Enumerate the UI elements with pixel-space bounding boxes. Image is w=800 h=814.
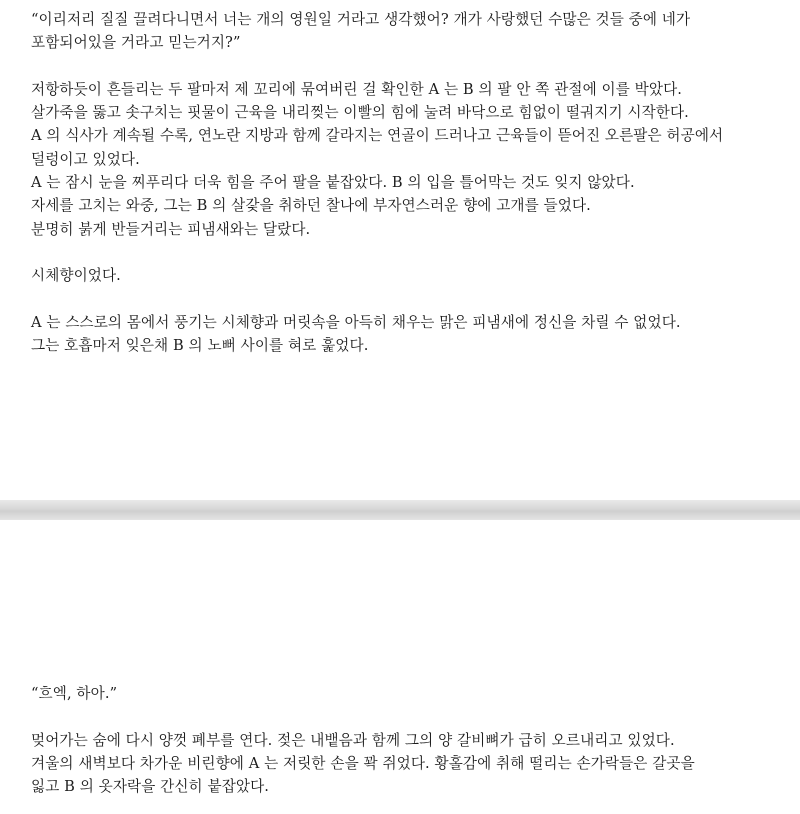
text-line: 멎어가는 숨에 다시 양껏 폐부를 연다. 젖은 내뱉음과 함께 그의 양 갈비뼈가 급히 오르내리고 있었다. (31, 731, 675, 749)
text-line: 겨울의 새벽보다 차가운 비린향에 A 는 저릿한 손을 꽉 쥐었다. 황홀감에 취해 떨리는 손가락들은 갈곳을 (31, 754, 695, 772)
text-line: “흐엑, 하아.” (31, 685, 118, 702)
blank-line (31, 288, 776, 311)
text-line: 덜렁이고 있었다. (31, 150, 140, 168)
story-text-bottom (31, 682, 776, 798)
text-line: 살가죽을 뚫고 솟구치는 핏물이 근육을 내리찢는 이빨의 힘에 눌려 바닥으로 힘없이 떨궈지기 시작한다. (31, 104, 689, 122)
text-line: A 의 식사가 계속될 수록, 연노란 지방과 함께 갈라지는 연골이 드러나고 근육들이 뜯어진 오른팔은 허공에서 (31, 127, 724, 145)
story-text-top (31, 8, 776, 357)
text-line: 잃고 B 의 옷자락을 간신히 붙잡았다. (31, 778, 270, 796)
text-line: A 는 스스로의 몸에서 풍기는 시체향과 머릿속을 아득히 채우는 맑은 피냄새에 정신을 차릴 수 없었다. (31, 313, 681, 331)
text-line: 저항하듯이 흔들리는 두 팔마저 제 꼬리에 묶여버린 걸 확인한 A 는 B 의 팔 안 쪽 관절에 이를 박았다. (31, 80, 683, 98)
text-line: 시체향이었다. (31, 267, 121, 285)
blank-line (31, 705, 776, 728)
document-page-bottom (0, 520, 800, 814)
blank-line (31, 241, 776, 264)
text-line: 포함되어있을 거라고 믿는거지?” (31, 34, 241, 52)
blank-line (31, 55, 776, 78)
text-line: A 는 잠시 눈을 찌푸리다 더욱 힘을 주어 팔을 붙잡았다. B 의 입을 틀어막는 것도 잊지 않았다. (31, 174, 635, 192)
page-separator (0, 500, 800, 520)
text-line: 그는 호흡마저 잊은채 B 의 노뻐 사이를 혀로 훑었다. (31, 337, 369, 355)
text-line: “이리저리 질질 끌려다니면서 너는 개의 영원일 거라고 생각했어? 개가 사랑했던 수많은 것들 중에 네가 (31, 11, 691, 28)
text-line: 자세를 고치는 와중, 그는 B 의 살갗을 취하던 찰나에 부자연스러운 향에 고개를 들었다. (31, 197, 591, 215)
text-line: 분명히 붉게 반들거리는 피냄새와는 달랐다. (31, 220, 311, 238)
